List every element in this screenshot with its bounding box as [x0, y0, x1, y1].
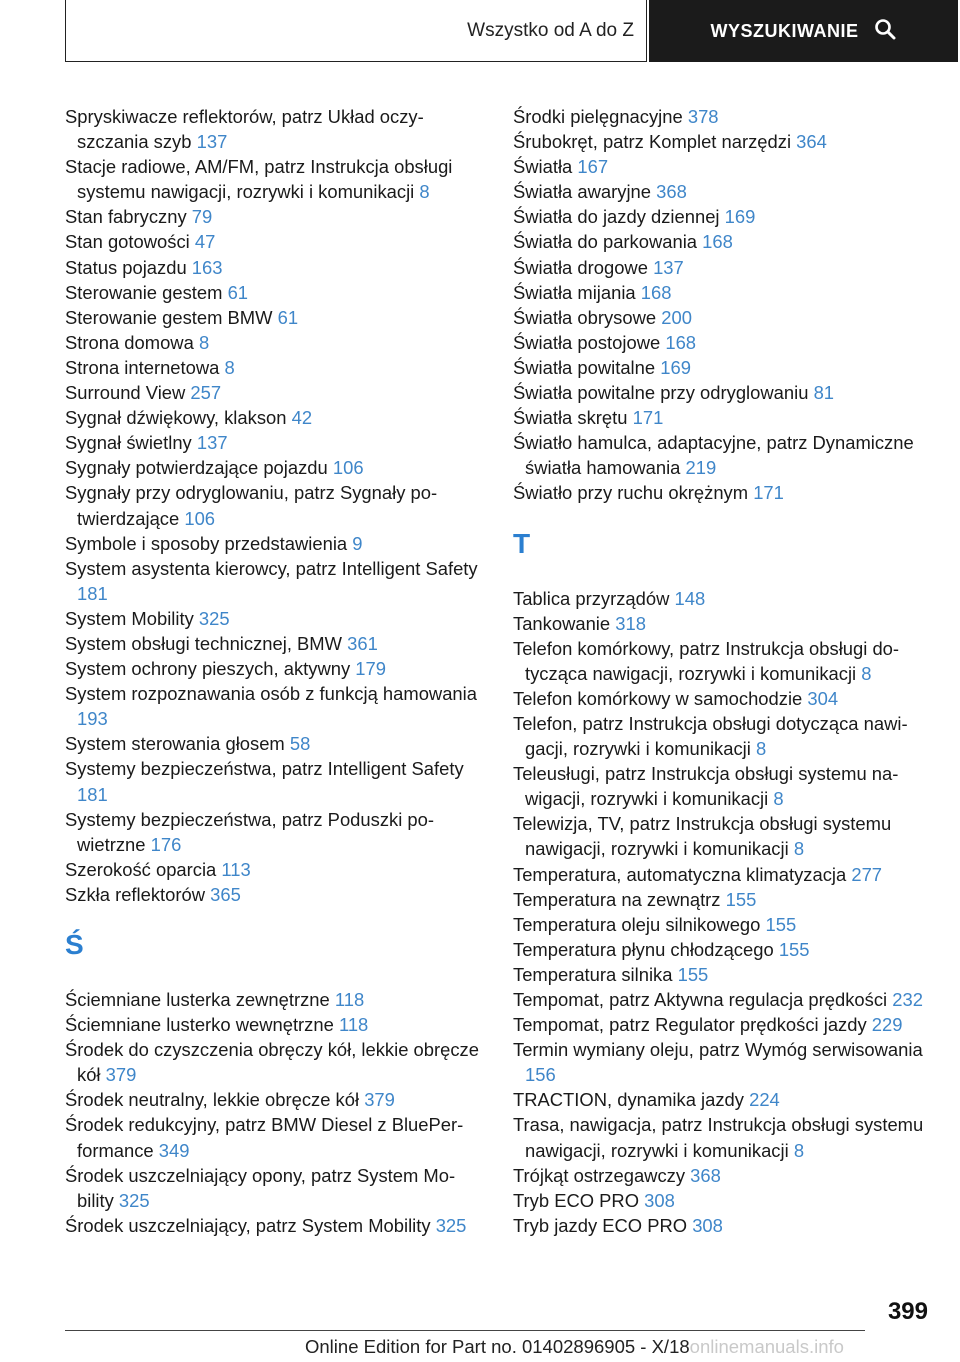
index-entry — [65, 380, 485, 405]
index-entry — [513, 962, 933, 987]
page-link[interactable]: 318 — [615, 612, 646, 634]
page-link[interactable]: 171 — [753, 482, 784, 504]
page-link[interactable]: 118 — [338, 1014, 369, 1036]
index-letter-heading: T — [513, 527, 531, 559]
index-entry — [513, 430, 933, 480]
page-link[interactable]: 156 — [525, 1064, 556, 1086]
index-entry — [65, 1012, 485, 1037]
index-entry-text: System obsługi technicznej, BMW — [65, 632, 342, 654]
page-link[interactable]: 325 — [435, 1214, 467, 1236]
index-entry — [513, 480, 933, 505]
index-entry — [65, 882, 485, 907]
index-entry-text: Światło hamulca, adaptacyjne, patrz Dynamiczne światła hamowania — [513, 432, 914, 479]
page-link[interactable]: 181 — [77, 582, 108, 604]
index-entry — [513, 330, 933, 355]
index-entry-text: Środek neutralny, lekkie obręcze kół — [65, 1089, 360, 1111]
page-link[interactable]: 61 — [227, 281, 249, 303]
index-entry-text: Szerokość oparcia — [65, 858, 217, 880]
index-entry-text: Szkła reflektorów — [65, 883, 206, 905]
page-link[interactable]: 257 — [190, 382, 222, 404]
index-entry — [65, 204, 485, 229]
page-link[interactable]: 379 — [364, 1089, 395, 1111]
page-link[interactable]: 179 — [355, 658, 386, 680]
index-entry — [513, 154, 933, 179]
index-entry — [513, 937, 933, 962]
index-entry — [65, 1087, 485, 1112]
index-entry-text: Światła — [513, 156, 573, 178]
index-entry-text: Systemy bezpieczeństwa, patrz Poduszki powietrzne — [65, 808, 434, 855]
index-entry — [513, 305, 933, 330]
page-link[interactable]: 58 — [289, 733, 311, 755]
index-entry-text: Telefon, patrz Instrukcja obsługi dotycząca nawigacji, rozrywki i komunikacji — [513, 712, 908, 760]
page-link[interactable]: 81 — [813, 382, 835, 404]
page-link[interactable]: 113 — [221, 858, 251, 880]
index-entry-text: Tempomat, patrz Aktywna regulacja prędkości — [513, 989, 888, 1010]
index-entry-text: Strona domowa — [65, 331, 194, 353]
page-link[interactable]: 168 — [665, 331, 697, 353]
index-entry-text: Temperatura silnika — [513, 963, 673, 985]
index-entry-text: Ściemniane lusterka zewnętrzne — [65, 989, 330, 1010]
edition-text: Online Edition for Part no. 01402896905 - X/18 — [305, 1336, 690, 1357]
page-link[interactable]: 361 — [347, 632, 378, 654]
footer-divider — [65, 1330, 865, 1331]
page-link[interactable]: 379 — [105, 1064, 137, 1086]
index-entry-text: Tablica przyrządów — [513, 587, 670, 609]
index-entry — [65, 154, 485, 204]
index-entry-text: Spryskiwacze reflektorów, patrz Układ oczyszczania szyb — [65, 106, 424, 153]
page-link[interactable]: 137 — [196, 432, 228, 454]
index-entry — [513, 761, 933, 811]
index-entry-text: System ochrony pieszych, aktywny — [65, 658, 351, 680]
index-entry — [513, 611, 933, 636]
index-entry — [65, 556, 485, 606]
index-entry-text: System Mobility — [65, 607, 194, 629]
tab-search[interactable] — [649, 0, 958, 62]
index-entry-text: Telefon komórkowy, patrz Instrukcja obsługi dotycząca nawigacji, rozrywki i komunikacji — [513, 637, 900, 684]
index-entry-text: Teleusługi, patrz Instrukcja obsługi systemu nawigacji, rozrywki i komunikacji — [513, 763, 899, 810]
page-link[interactable]: 168 — [702, 231, 733, 253]
index-entry — [65, 255, 485, 280]
page-link[interactable]: 42 — [291, 407, 313, 429]
index-entry-text: Status pojazdu — [65, 256, 187, 278]
page-link[interactable]: 61 — [277, 306, 299, 328]
search-icon — [873, 17, 897, 46]
page-link[interactable]: 219 — [685, 457, 717, 479]
page-link[interactable]: 171 — [632, 407, 664, 429]
index-entry — [65, 355, 485, 380]
index-entry-text: System asystenta kierowcy, patrz Intelligent Safety — [65, 557, 478, 579]
page-link[interactable]: 118 — [334, 989, 365, 1010]
index-entry-text: Światła do jazdy dziennej — [513, 206, 720, 228]
page-link[interactable]: 8 — [861, 662, 872, 684]
index-entry — [513, 355, 933, 380]
index-entry-text: Sygnał dźwiękowy, klakson — [65, 407, 287, 429]
page-link[interactable]: 365 — [210, 883, 241, 905]
page-link[interactable]: 349 — [158, 1139, 190, 1161]
index-letter-heading: Ś — [65, 929, 84, 960]
page-link[interactable]: 8 — [793, 1139, 805, 1161]
page-link[interactable]: 304 — [807, 687, 839, 709]
index-entry — [513, 1012, 933, 1037]
index-entry-text: System rozpoznawania osób z funkcją hamowania — [65, 683, 477, 705]
index-entry — [513, 104, 933, 129]
index-entry — [513, 1213, 933, 1238]
index-entry-text: Środek uszczelniający opony, patrz System Mobility — [65, 1164, 456, 1211]
index-entry-text: Światła postojowe — [513, 331, 661, 353]
tab-a-to-z-label: Wszystko od A do Z — [467, 19, 634, 41]
index-entry — [513, 255, 933, 280]
page-link[interactable]: 232 — [892, 989, 923, 1010]
index-entry-text: Stan gotowości — [65, 231, 190, 253]
page-link[interactable]: 168 — [640, 281, 672, 303]
page-link[interactable]: 169 — [660, 356, 691, 378]
index-entry-text: Środki pielęgnacyjne — [513, 106, 683, 127]
page-link[interactable]: 155 — [677, 963, 709, 985]
index-entry-text: Światła obrysowe — [513, 306, 657, 328]
top-navigation — [65, 0, 958, 64]
index-entry — [65, 330, 485, 355]
page-link[interactable]: 47 — [194, 231, 216, 253]
page-link[interactable]: 137 — [196, 131, 228, 153]
index-entry-text: Światła powitalne przy odryglowaniu — [513, 382, 809, 404]
tab-search-label: WYSZUKIWANIE — [710, 20, 859, 41]
index-column-right — [513, 104, 933, 1238]
index-entry-text: Surround View — [65, 382, 186, 404]
index-entry-text: Sygnały potwierdzające pojazdu — [65, 457, 328, 479]
index-entry — [513, 636, 933, 686]
page-link[interactable]: 308 — [692, 1214, 723, 1236]
index-entry — [65, 1163, 485, 1213]
index-entry — [65, 1112, 485, 1162]
index-entry-text: System sterowania głosem — [65, 733, 285, 755]
page-link[interactable]: 155 — [725, 888, 757, 910]
index-entry-text: Temperatura płynu chłodzącego — [513, 938, 774, 960]
index-entry-text: Światła do parkowania — [513, 231, 698, 253]
index-entry — [65, 104, 485, 154]
page-link[interactable]: 169 — [724, 206, 756, 228]
index-entry-text: Światła mijania — [513, 281, 636, 303]
page-link[interactable]: 308 — [644, 1189, 675, 1211]
index-entry-text: Temperatura oleju silnikowego — [513, 913, 761, 935]
index-entry-text: Stacje radiowe, AM/FM, patrz Instrukcja obsługi systemu nawigacji, rozrywki i komunikacji — [65, 156, 453, 203]
index-entry — [65, 987, 485, 1012]
page-link[interactable]: 106 — [184, 507, 216, 529]
page-link[interactable]: 325 — [198, 607, 230, 629]
index-entry-text: Tryb jazdy ECO PRO — [513, 1214, 688, 1236]
index-entry-text: Światło przy ruchu okrężnym — [513, 482, 749, 504]
index-entry — [513, 711, 933, 761]
tab-a-to-z[interactable] — [65, 0, 647, 62]
index-entry — [513, 1112, 933, 1162]
index-entry — [65, 606, 485, 631]
index-entry-text: Światła powitalne — [513, 356, 656, 378]
page-link[interactable]: 8 — [198, 331, 210, 353]
index-entry — [65, 229, 485, 254]
index-entry — [65, 631, 485, 656]
index-entry — [65, 807, 485, 857]
index-entry-text: TRACTION, dynamika jazdy — [513, 1089, 744, 1111]
watermark-text: onlinemanuals.info — [689, 1336, 844, 1357]
index-entry — [513, 229, 933, 254]
page-link[interactable]: 8 — [793, 838, 805, 860]
index-entry — [513, 987, 933, 1012]
index-entry — [513, 280, 933, 305]
page-link[interactable]: 9 — [352, 532, 363, 554]
index-entry-text: Światła awaryjne — [513, 181, 651, 203]
index-entry-text: Temperatura na zewnątrz — [513, 888, 721, 910]
page-link[interactable]: 325 — [118, 1189, 150, 1211]
index-entry-text: Sygnały przy odryglowaniu, patrz Sygnały potwierdzające — [65, 482, 438, 529]
index-entry-text: Trasa, nawigacja, patrz Instrukcja obsługi systemu nawigacji, rozrywki i komunikacji — [513, 1114, 924, 1161]
index-entry — [65, 455, 485, 480]
index-entry-text: Sygnał świetlny — [65, 432, 192, 454]
page-link[interactable]: 176 — [150, 833, 182, 855]
index-entry-text: Stan fabryczny — [65, 206, 187, 228]
index-entry-text: Symbole i sposoby przedstawienia — [65, 532, 348, 554]
index-entry-text: Termin wymiany oleju, patrz Wymóg serwisowania — [513, 1039, 923, 1061]
page-link[interactable]: 106 — [332, 457, 364, 479]
page-link[interactable]: 364 — [796, 131, 827, 153]
index-entry — [65, 756, 485, 806]
index-entry-text: Środek do czyszczenia obręczy kół, lekkie obręcze kół — [65, 1039, 479, 1086]
index-entry — [513, 887, 933, 912]
index-entry — [65, 731, 485, 756]
index-entry — [513, 1163, 933, 1188]
index-entry-text: Temperatura, automatyczna klimatyzacja — [513, 863, 847, 885]
index-entry — [65, 480, 485, 530]
index-entry-text: Trójkąt ostrzegawczy — [513, 1164, 686, 1186]
index-entry-text: Sterowanie gestem — [65, 281, 223, 303]
index-entry — [513, 811, 933, 861]
index-entry — [513, 1087, 933, 1112]
index-entry — [513, 179, 933, 204]
index-entry-text: Telefon komórkowy w samochodzie — [513, 687, 803, 709]
index-entry — [65, 405, 485, 430]
index-entry-text: Światła drogowe — [513, 256, 648, 278]
page-link[interactable]: 155 — [765, 913, 797, 935]
page-link[interactable]: 79 — [191, 206, 213, 228]
index-entry — [65, 430, 485, 455]
page-link[interactable]: 277 — [851, 863, 883, 885]
page-link[interactable]: 200 — [661, 306, 692, 328]
index-entry — [65, 531, 485, 556]
index-entry — [513, 204, 933, 229]
index-entry-text: Światła skrętu — [513, 407, 628, 429]
index-column-left — [65, 104, 485, 1238]
index-entry — [513, 380, 933, 405]
page-number: 399 — [887, 1298, 928, 1325]
index-entry-text: Śrubokręt, patrz Komplet narzędzi — [513, 131, 792, 153]
page-link[interactable]: 8 — [224, 356, 235, 378]
index-entry — [65, 1213, 485, 1238]
index-entry — [513, 686, 933, 711]
page-link[interactable]: 167 — [577, 156, 609, 178]
index-entry — [513, 1037, 933, 1087]
index-entry — [513, 912, 933, 937]
index-entry — [513, 1188, 933, 1213]
footer-edition — [305, 1336, 844, 1358]
index-entry — [65, 1037, 485, 1087]
index-entry — [65, 656, 485, 681]
index-entry-text: Tankowanie — [513, 612, 611, 634]
index-entry-text: Systemy bezpieczeństwa, patrz Intelligent Safety — [65, 758, 464, 780]
index-entry-text: Środek uszczelniający, patrz System Mobility — [65, 1214, 431, 1236]
index-entry-text: Tempomat, patrz Regulator prędkości jazdy — [513, 1014, 867, 1036]
page-link[interactable]: 368 — [656, 181, 687, 203]
index-entry — [513, 129, 933, 154]
page-link[interactable]: 224 — [749, 1089, 780, 1111]
index-entry — [65, 280, 485, 305]
index-entry-text: Telewizja, TV, patrz Instrukcja obsługi systemu nawigacji, rozrywki i komunikacji — [513, 813, 892, 860]
index-entry-text: Ściemniane lusterko wewnętrzne — [65, 1014, 334, 1036]
index-entry — [513, 862, 933, 887]
index-entry-text: Strona internetowa — [65, 356, 220, 378]
page-link[interactable]: 8 — [419, 181, 430, 203]
page-link[interactable]: 148 — [674, 587, 706, 609]
index-entry-text: Tryb ECO PRO — [513, 1189, 640, 1211]
index-entry — [65, 857, 485, 882]
index-entry-text: Sterowanie gestem BMW — [65, 306, 273, 328]
page-link[interactable]: 8 — [755, 738, 767, 760]
index-entry-text: Środek redukcyjny, patrz BMW Diesel z BluePerformance — [65, 1114, 464, 1161]
page-link[interactable]: 193 — [77, 708, 108, 730]
index-entry — [513, 405, 933, 430]
index-entry — [65, 681, 485, 731]
page-link[interactable]: 229 — [871, 1014, 903, 1036]
page-link[interactable]: 8 — [773, 788, 784, 810]
index-entry — [513, 586, 933, 611]
page-link[interactable]: 163 — [191, 256, 223, 278]
page-link[interactable]: 137 — [653, 256, 684, 278]
index-entry — [65, 305, 485, 330]
page-link[interactable]: 155 — [778, 938, 810, 960]
page-link[interactable]: 368 — [690, 1164, 721, 1186]
page-link[interactable]: 378 — [687, 106, 719, 127]
page-link[interactable]: 181 — [77, 783, 108, 805]
